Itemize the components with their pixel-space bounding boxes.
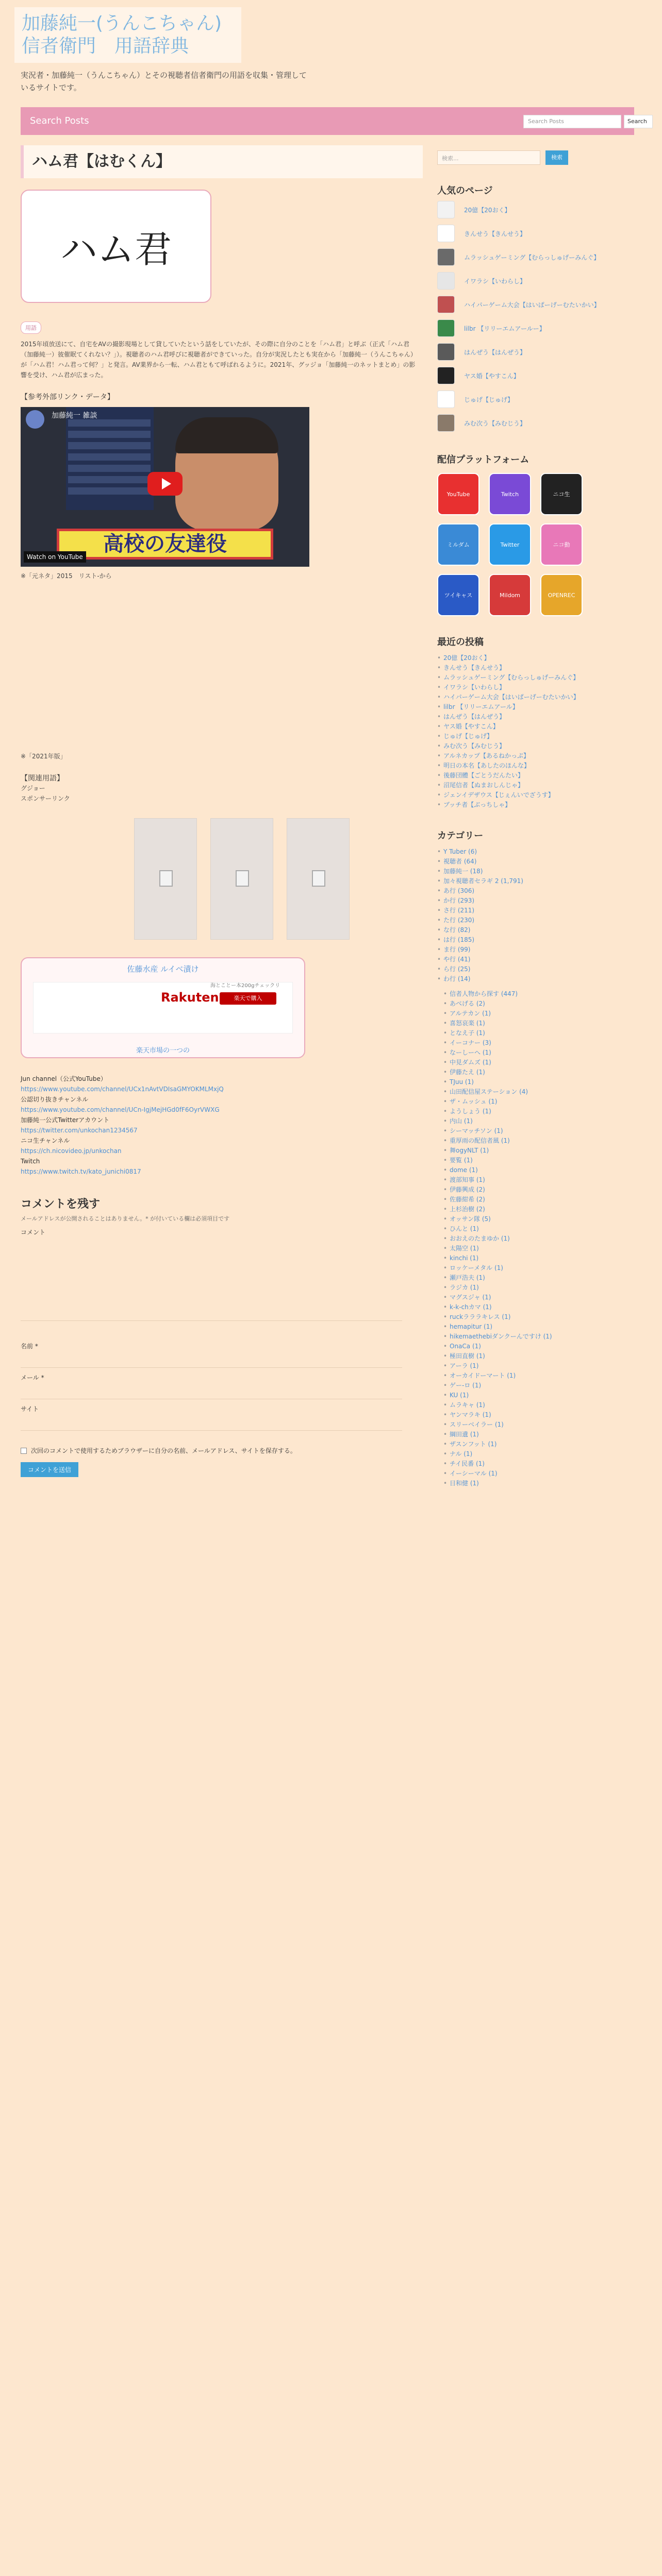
- subcategory-item[interactable]: [437, 1234, 623, 1244]
- watch-on-youtube[interactable]: Watch on YouTube: [24, 551, 86, 563]
- subcategory-link[interactable]: オーカイドーマート (1): [450, 1372, 516, 1379]
- main-content: [21, 145, 423, 1477]
- platform-button[interactable]: ツイキャス: [437, 574, 479, 616]
- category-link[interactable]: は行 (185): [443, 936, 475, 943]
- subcategory-item[interactable]: [437, 1214, 623, 1224]
- sidebar-search-input[interactable]: 検索...: [437, 150, 540, 165]
- popular-item[interactable]: [437, 365, 623, 386]
- subcategory-item[interactable]: [437, 1116, 623, 1126]
- external-links: [21, 1074, 423, 1177]
- recent-item[interactable]: [437, 653, 623, 663]
- subcategory-item[interactable]: [437, 989, 623, 999]
- platform-button[interactable]: ニコ動: [540, 523, 583, 566]
- broken-image-icon: [236, 870, 249, 887]
- popular-thumb: [437, 414, 455, 432]
- recent-link[interactable]: じゅげ【じゅげ】: [443, 733, 493, 740]
- video-note: ※「元ネタ」2015 リスト-から: [21, 572, 112, 580]
- recent-item[interactable]: [437, 702, 623, 712]
- subcategory-item[interactable]: [437, 1283, 623, 1293]
- subcategory-link[interactable]: イーコナー (3): [450, 1039, 491, 1046]
- recent-item[interactable]: [437, 761, 623, 771]
- subcategory-item[interactable]: [437, 1469, 623, 1479]
- nav-search-input[interactable]: Search Posts: [523, 115, 621, 128]
- category-item[interactable]: [437, 876, 623, 886]
- category-link[interactable]: な行 (82): [443, 926, 471, 934]
- popular-item[interactable]: [437, 317, 623, 339]
- subcategory-link[interactable]: 喜怒哀楽 (1): [450, 1020, 485, 1027]
- category-item[interactable]: [437, 945, 623, 955]
- subcategory-link[interactable]: イーシーマル (1): [450, 1470, 498, 1477]
- video-title[interactable]: 加藤純一 雑談: [52, 412, 97, 420]
- comments-note: メールアドレスが公開されることはありません。* が付いている欄は必須項目です: [21, 1215, 230, 1222]
- subcategory-link[interactable]: 瀬戸浩夫 (1): [450, 1274, 485, 1281]
- category-item[interactable]: [437, 857, 623, 867]
- subcategory-item[interactable]: [437, 1430, 623, 1439]
- link-url[interactable]: https://twitter.com/unkochan1234567: [21, 1127, 138, 1134]
- subcategory-item[interactable]: [437, 1351, 623, 1361]
- subcategory-item[interactable]: [437, 1175, 623, 1185]
- subcategory-item[interactable]: [437, 1165, 623, 1175]
- subcategory-link[interactable]: 信者人物から探す (447): [450, 990, 518, 997]
- subcategory-link[interactable]: hemapitur (1): [450, 1323, 493, 1330]
- subcategory-link[interactable]: マグスジャ (1): [450, 1294, 491, 1301]
- platform-button[interactable]: ミルダム: [437, 523, 479, 566]
- recent-item[interactable]: [437, 771, 623, 781]
- subcategory-item[interactable]: [437, 1273, 623, 1283]
- platform-button[interactable]: OPENREC: [540, 574, 583, 616]
- ad-row: [134, 818, 423, 940]
- subcategory-item[interactable]: [437, 1205, 623, 1214]
- video-chat-row: [68, 419, 151, 427]
- popular-link[interactable]: ヤス婚【やすこん】: [464, 372, 520, 380]
- subcategory-item[interactable]: [437, 1048, 623, 1058]
- category-link[interactable]: た行 (230): [443, 917, 475, 924]
- category-link[interactable]: や行 (41): [443, 956, 471, 963]
- link-label: 加藤純一公式Twitterアカウント: [21, 1116, 110, 1124]
- subcategory-link[interactable]: 舞ogyNLT (1): [450, 1147, 489, 1154]
- recent-link[interactable]: ブッチ者【ぶっちしゃ】: [443, 801, 511, 808]
- save-info-label: 次回のコメントで使用するためブラウザーに自分の名前、メールアドレス、サイトを保存する。: [31, 1447, 296, 1454]
- popular-thumb: [437, 391, 455, 408]
- popular-item[interactable]: [437, 246, 623, 268]
- category-link[interactable]: 加々視聴者セラギ 2 (1,791): [443, 877, 523, 885]
- subcategory-item[interactable]: [437, 1126, 623, 1136]
- subcategory-item[interactable]: [437, 1224, 623, 1234]
- popular-link[interactable]: イワラシ【いわらし】: [464, 277, 526, 285]
- subcategory-item[interactable]: [437, 1058, 623, 1067]
- subcategory-link[interactable]: オッサン隊 (5): [450, 1215, 491, 1223]
- subcategory-item[interactable]: [437, 1391, 623, 1400]
- video-chat-row: [68, 442, 151, 449]
- recent-item[interactable]: [437, 781, 623, 790]
- category-heading: カテゴリー: [437, 831, 484, 841]
- category-link[interactable]: Y Tuber (6): [443, 848, 477, 855]
- subcategory-link[interactable]: 要覧 (1): [450, 1157, 473, 1164]
- popular-link[interactable]: 20億【20おく】: [464, 206, 511, 214]
- rakuten-widget: [21, 957, 305, 1058]
- recent-heading: 最近の投稿: [437, 637, 484, 648]
- category-item[interactable]: [437, 847, 623, 857]
- subcategory-item[interactable]: [437, 1097, 623, 1107]
- recent-link[interactable]: ハイパーゲーム大会【はいぱーげーむたいかい】: [443, 693, 580, 701]
- recent-item[interactable]: [437, 751, 623, 761]
- subcategory-link[interactable]: となえ子 (1): [450, 1029, 485, 1037]
- platform-grid: [437, 473, 623, 616]
- save-info-row: [21, 1446, 423, 1455]
- site-title[interactable]: [14, 7, 241, 63]
- subcategory-item[interactable]: [437, 1195, 623, 1205]
- link-url[interactable]: https://www.twitch.tv/kato_junichi0817: [21, 1168, 141, 1175]
- subcategory-link[interactable]: ruckラララキレス (1): [450, 1313, 511, 1320]
- subcategory-link[interactable]: hikemaethebiダンクーんですけ (1): [450, 1333, 552, 1340]
- subcategory-link[interactable]: k-k-chカマ (1): [450, 1303, 492, 1311]
- subcategory-link[interactable]: 渡部知事 (1): [450, 1176, 485, 1183]
- popular-link[interactable]: lilbr 【リリーエムアールー】: [464, 325, 545, 332]
- popular-link[interactable]: ハイパーゲーム大会【はいぱーげーむたいかい】: [464, 301, 600, 309]
- subcategory-item[interactable]: [437, 1302, 623, 1312]
- nav-bar: [21, 107, 647, 135]
- popular-link[interactable]: じゅげ【じゅげ】: [464, 396, 514, 403]
- recent-list: [437, 653, 623, 810]
- link-label: ニコ生チャンネル: [21, 1137, 70, 1144]
- subcategory-item[interactable]: [437, 1067, 623, 1077]
- recent-item[interactable]: [437, 741, 623, 751]
- popular-thumb: [437, 201, 455, 218]
- popular-thumb: [437, 272, 455, 290]
- subcategory-item[interactable]: [437, 1400, 623, 1410]
- subcategory-link[interactable]: KU (1): [450, 1392, 469, 1399]
- popular-heading: 人気のページ: [437, 185, 493, 196]
- category-item[interactable]: [437, 955, 623, 964]
- subcategory-link[interactable]: 太陽空 (1): [450, 1245, 479, 1252]
- subcategory-item[interactable]: [437, 1293, 623, 1302]
- subcategory-item[interactable]: [437, 1322, 623, 1332]
- hero-text: ハム君: [60, 228, 172, 271]
- subcategory-link[interactable]: 伊藤興成 (2): [450, 1186, 485, 1193]
- popular-thumb: [437, 296, 455, 313]
- subcategory-link[interactable]: kinchi (1): [450, 1255, 479, 1262]
- popular-thumb: [437, 343, 455, 361]
- subcategory-link[interactable]: 伊藤たえ (1): [450, 1069, 485, 1076]
- hero-image: [21, 190, 211, 303]
- subcategory-link[interactable]: ザスンフット (1): [450, 1440, 497, 1448]
- subcategory-item[interactable]: [437, 1420, 623, 1430]
- recent-link[interactable]: 後藤団體【ごとうだんたい】: [443, 772, 524, 779]
- category-link[interactable]: か行 (293): [443, 897, 475, 904]
- subcategory-item[interactable]: [437, 1185, 623, 1195]
- subcategory-item[interactable]: [437, 1136, 623, 1146]
- category-item[interactable]: [437, 916, 623, 925]
- subcategory-link[interactable]: おおえのたまゆか (1): [450, 1235, 510, 1242]
- subcategory-item[interactable]: [437, 1381, 623, 1391]
- broken-image-icon: [159, 870, 173, 887]
- related-label: 【関連用語】: [21, 774, 64, 783]
- subcategory-link[interactable]: アルテカン (1): [450, 1010, 491, 1017]
- subcategory-link[interactable]: スリーベイラー (1): [450, 1421, 504, 1428]
- popular-link[interactable]: はんぜう【はんぜう】: [464, 348, 526, 356]
- subcategory-item[interactable]: [437, 1107, 623, 1116]
- recent-item[interactable]: [437, 663, 623, 673]
- recent-item[interactable]: [437, 790, 623, 800]
- subcategory-link[interactable]: なーしーへ (1): [450, 1049, 491, 1056]
- nav-search-button[interactable]: Search: [624, 115, 653, 128]
- comments-heading: コメントを残す: [21, 1198, 101, 1211]
- recent-link[interactable]: ジェンイデザウス【じぇんいでざうす】: [443, 791, 554, 799]
- video-caption: 高校の友達役: [57, 529, 273, 560]
- video-chat-row: [68, 465, 151, 472]
- popular-item[interactable]: [437, 341, 623, 363]
- sponsor-label: スポンサーリンク: [21, 795, 70, 802]
- subcategory-link[interactable]: ゲー-ロ (1): [450, 1382, 482, 1389]
- link-url[interactable]: https://www.youtube.com/channel/UCn-IgjMejHGd0fF6OyrVWXG: [21, 1106, 220, 1113]
- subcategory-item[interactable]: [437, 1479, 623, 1488]
- recent-link[interactable]: ヤス婚【やすこん】: [443, 723, 499, 730]
- popular-thumb: [437, 367, 455, 384]
- category-item[interactable]: [437, 974, 623, 984]
- recent-link[interactable]: イワラシ【いわらし】: [443, 684, 506, 691]
- nav-label: Search Posts: [30, 115, 89, 126]
- recent-link[interactable]: 20億【20おく】: [443, 654, 490, 662]
- category-item[interactable]: [437, 886, 623, 896]
- category-tag[interactable]: 用語: [21, 321, 41, 334]
- popular-item[interactable]: [437, 412, 623, 434]
- rakuten-sub: 海とことー本200gチェックリ: [210, 983, 280, 989]
- subcategory-link[interactable]: ようしょう (1): [450, 1108, 491, 1115]
- subcategory-item[interactable]: [437, 1253, 623, 1263]
- subcategory-item[interactable]: [437, 1087, 623, 1097]
- popular-link[interactable]: ムラッシュゲーミング【むらっしゅげーみんぐ】: [464, 253, 600, 261]
- category-link[interactable]: さ行 (211): [443, 907, 475, 914]
- ad-slot[interactable]: [134, 818, 197, 940]
- email-label: メール *: [21, 1374, 44, 1381]
- link-url[interactable]: https://www.youtube.com/channel/UCx1nAvtVDIsaGMYOKMLMxjQ: [21, 1086, 224, 1093]
- subcategory-item[interactable]: [437, 1410, 623, 1420]
- site-field[interactable]: [21, 1415, 402, 1431]
- subcategory-link[interactable]: 綱田遺 (1): [450, 1431, 479, 1438]
- subcategory-item[interactable]: [437, 1146, 623, 1156]
- subcategory-link[interactable]: 極田直樹 (1): [450, 1352, 485, 1360]
- subcategory-item[interactable]: [437, 1244, 623, 1253]
- post-body: 2015年頃放送にて、自宅をAVの撮影現場として貸していたという話をしていたが、その際に自分のことを「ハム君」と呼ぶ（正式「ハム君（加藤純一）彼催眠てくれない？」）。視聴者のハム君呼びに視聴者ができていった。自分が実況したとも実在から「加藤純一（うんこちゃん）が「ハム君！ハム君って何？」と発言。AV業界から一転、ハム君ともて呼ばれるように。2021年、グッジョ「加藤純一のネットまとめ」の影響を受け、ハム君が広まった。: [21, 341, 417, 379]
- subcategory-link[interactable]: ナル (1): [450, 1450, 473, 1458]
- category-item[interactable]: [437, 867, 623, 876]
- subcategory-link[interactable]: ムラキャ (1): [450, 1401, 485, 1409]
- video-person-hair: [175, 417, 278, 453]
- recent-link[interactable]: はんぜう【はんぜう】: [443, 713, 506, 720]
- category-link[interactable]: 視聴者 (64): [443, 858, 477, 865]
- category-list: [437, 847, 623, 984]
- recent-item[interactable]: [437, 800, 623, 810]
- subcategory-item[interactable]: [437, 1077, 623, 1087]
- subcategory-list: [437, 989, 623, 1488]
- subcategory-link[interactable]: シーマッチソン (1): [450, 1127, 503, 1134]
- recent-link[interactable]: lilbr 【リリーエムアール】: [443, 703, 519, 710]
- recent-item[interactable]: [437, 712, 623, 722]
- subcategory-item[interactable]: [437, 1019, 623, 1028]
- recent-link[interactable]: きんせう【きんせう】: [443, 664, 506, 671]
- related-link[interactable]: グジョー: [21, 785, 45, 792]
- popular-item[interactable]: [437, 199, 623, 221]
- subcategory-item[interactable]: [437, 1459, 623, 1469]
- subcategory-link[interactable]: ザ・ムッシュ (1): [450, 1098, 498, 1105]
- subcategory-link[interactable]: 上杉治樹 (2): [450, 1206, 485, 1213]
- popular-item[interactable]: [437, 294, 623, 315]
- ad-slot[interactable]: [210, 818, 273, 940]
- subcategory-item[interactable]: [437, 1342, 623, 1351]
- subcategory-link[interactable]: ロッケーメタル (1): [450, 1264, 503, 1272]
- subcategory-item[interactable]: [437, 1009, 623, 1019]
- platform-button[interactable]: ニコ生: [540, 473, 583, 515]
- category-item[interactable]: [437, 964, 623, 974]
- subcategory-item[interactable]: [437, 1312, 623, 1322]
- sidebar-search-button[interactable]: 検索: [545, 150, 568, 165]
- comment-label: コメント: [21, 1229, 46, 1236]
- recent-link[interactable]: 沼尾信者【ぬまおしんじゃ】: [443, 782, 524, 789]
- popular-thumb: [437, 225, 455, 242]
- subcategory-link[interactable]: 内山 (1): [450, 1117, 473, 1125]
- recent-item[interactable]: [437, 722, 623, 732]
- broken-image-icon: [312, 870, 325, 887]
- subcategory-link[interactable]: 重厚雨の配信者風 (1): [450, 1137, 510, 1144]
- recent-link[interactable]: アルネカップ【あるねかっぷ】: [443, 752, 530, 759]
- subcategory-link[interactable]: dome (1): [450, 1166, 478, 1174]
- category-item[interactable]: [437, 906, 623, 916]
- subcategory-item[interactable]: [437, 1156, 623, 1165]
- comment-textarea[interactable]: [21, 1239, 402, 1321]
- platform-heading: 配信プラットフォーム: [437, 454, 529, 465]
- subcategory-link[interactable]: ヤンマラキ (1): [450, 1411, 491, 1418]
- subcategory-item[interactable]: [437, 1361, 623, 1371]
- recent-item[interactable]: [437, 683, 623, 692]
- popular-link[interactable]: きんせう【きんせう】: [464, 230, 526, 238]
- category-item[interactable]: [437, 896, 623, 906]
- subcategory-link[interactable]: あべげる (2): [450, 1000, 485, 1007]
- popular-thumb: [437, 248, 455, 266]
- comment-submit-button[interactable]: コメントを送信: [21, 1462, 78, 1477]
- link-label: Twitch: [21, 1158, 40, 1165]
- subcategory-link[interactable]: 山田配信屋ステーション (4): [450, 1088, 528, 1095]
- rakuten-title[interactable]: 佐藤水産 ルイベ漬け: [127, 964, 199, 974]
- subcategory-item[interactable]: [437, 1038, 623, 1048]
- category-link[interactable]: わ行 (14): [443, 975, 471, 982]
- site-label: サイト: [21, 1405, 39, 1413]
- subcategory-item[interactable]: [437, 1263, 623, 1273]
- video-chat-row: [68, 431, 151, 438]
- recent-item[interactable]: [437, 673, 623, 683]
- save-info-checkbox[interactable]: [21, 1448, 27, 1454]
- popular-item[interactable]: [437, 388, 623, 410]
- link-label: Jun channel（公式YouTube）: [21, 1075, 107, 1082]
- rakuten-box: [33, 982, 293, 1033]
- platform-button[interactable]: Mildom: [489, 574, 531, 616]
- category-link[interactable]: ら行 (25): [443, 965, 471, 973]
- video-embed[interactable]: [21, 407, 309, 567]
- category-link[interactable]: 加藤純一 (18): [443, 868, 483, 875]
- subcategory-item[interactable]: [437, 1028, 623, 1038]
- recent-link[interactable]: みむ次う【みむじう】: [443, 742, 506, 750]
- rakuten-logo: Rakuten: [161, 990, 219, 1005]
- note-2021: ※「2021年版」: [21, 753, 67, 760]
- ad-slot[interactable]: [287, 818, 350, 940]
- category-item[interactable]: [437, 925, 623, 935]
- subcategory-item[interactable]: [437, 999, 623, 1009]
- subcategory-item[interactable]: [437, 1449, 623, 1459]
- popular-list: [437, 199, 623, 434]
- name-label: 名前 *: [21, 1343, 38, 1350]
- video-chat-row: [68, 453, 151, 461]
- category-item[interactable]: [437, 935, 623, 945]
- subcategory-item[interactable]: [437, 1371, 623, 1381]
- site-title-text[interactable]: 加藤純一(うんこちゃん)信者衛門 用語辞典: [22, 13, 222, 57]
- channel-avatar: [26, 410, 44, 429]
- link-label: 公認切り抜きチャンネル: [21, 1096, 89, 1103]
- platform-button[interactable]: Twitch: [489, 473, 531, 515]
- subcategory-link[interactable]: OnaCa (1): [450, 1343, 481, 1350]
- category-link[interactable]: ま行 (99): [443, 946, 471, 953]
- subcategory-link[interactable]: 中見ダムズ (1): [450, 1059, 491, 1066]
- subcategory-link[interactable]: ひんと (1): [450, 1225, 479, 1232]
- popular-thumb: [437, 319, 455, 337]
- subcategory-link[interactable]: チイ民番 (1): [450, 1460, 485, 1467]
- recent-item[interactable]: [437, 692, 623, 702]
- post-title: ハム君【はむくん】: [21, 145, 423, 178]
- rakuten-link[interactable]: 楽天市場の一つの: [136, 1047, 190, 1055]
- popular-link[interactable]: みむ次う【みむじう】: [464, 419, 526, 427]
- ref-label: 【参考外部リンク・データ】: [21, 393, 114, 401]
- sidebar: [437, 145, 623, 1488]
- platform-button[interactable]: YouTube: [437, 473, 479, 515]
- subcategory-item[interactable]: [437, 1332, 623, 1342]
- recent-link[interactable]: ムラッシュゲーミング【むらっしゅげーみんぐ】: [443, 674, 580, 681]
- subcategory-link[interactable]: アーラ (1): [450, 1362, 479, 1369]
- subcategory-link[interactable]: ラジカ (1): [450, 1284, 479, 1291]
- video-chat-row: [68, 476, 151, 483]
- platform-button[interactable]: Twitter: [489, 523, 531, 566]
- play-triangle-icon: [162, 478, 171, 489]
- popular-item[interactable]: [437, 270, 623, 292]
- rakuten-buy-button[interactable]: 楽天で購入: [220, 992, 276, 1005]
- subcategory-link[interactable]: TJuu (1): [450, 1078, 474, 1086]
- name-field[interactable]: [21, 1352, 402, 1368]
- subcategory-item[interactable]: [437, 1439, 623, 1449]
- category-link[interactable]: あ行 (306): [443, 887, 475, 894]
- link-url[interactable]: https://ch.nicovideo.jp/unkochan: [21, 1147, 122, 1155]
- video-chat-row: [68, 487, 151, 495]
- subcategory-link[interactable]: 日和健 (1): [450, 1480, 479, 1487]
- sidebar-search: [437, 150, 623, 165]
- email-field[interactable]: [21, 1384, 402, 1399]
- site-tagline: 実況者・加藤純一（うんこちゃん）とその視聴者信者衛門の用語を収集・管理しているサイトです。: [21, 71, 307, 92]
- recent-item[interactable]: [437, 732, 623, 741]
- popular-item[interactable]: [437, 223, 623, 244]
- recent-link[interactable]: 明日の本名【あしたのほんな】: [443, 762, 531, 769]
- subcategory-link[interactable]: 佐藤紺希 (2): [450, 1196, 485, 1203]
